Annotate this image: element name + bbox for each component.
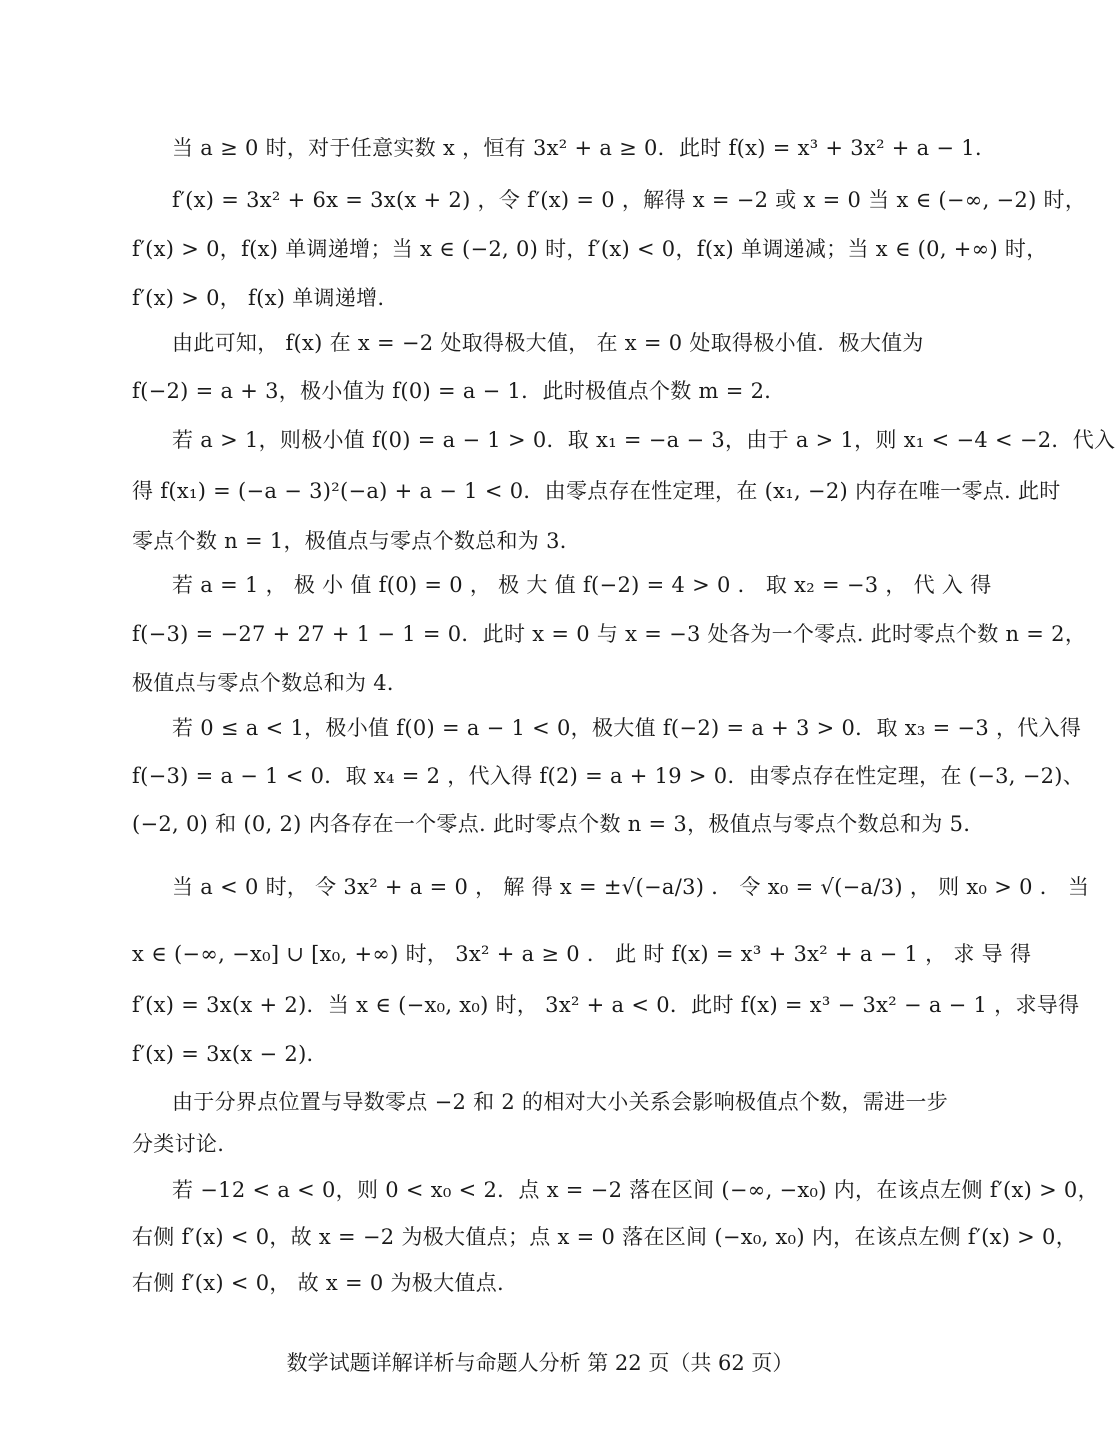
text-line: (−2, 0) 和 (0, 2) 内各存在一个零点. 此时零点个数 n = 3，极值点与零点个数总和为 5． (132, 812, 985, 836)
text-line: f(−3) = a − 1 < 0．取 x₄ = 2 ，代入得 f(2) = a + 19 > 0．由零点存在性定理，在 (−3, −2)、 (132, 764, 1085, 788)
text-line: 零点个数 n = 1，极值点与零点个数总和为 3． (132, 529, 582, 553)
text-line: f′(x) = 3x(x − 2)． (132, 1042, 328, 1066)
text-line: 由于分界点位置与导数零点 −2 和 2 的相对大小关系会影响极值点个数，需进一步 (172, 1090, 949, 1114)
text-line: f′(x) > 0，f(x) 单调递增；当 x ∈ (−2, 0) 时，f′(x) < 0，f(x) 单调递减；当 x ∈ (0, +∞) 时， (132, 237, 1048, 261)
text-line: 由此可知， f(x) 在 x = −2 处取得极大值， 在 x = 0 处取得极小值．极大值为 (172, 331, 924, 355)
page-footer: 数学试题详解详析与命题人分析 第 22 页（共 62 页） (286, 1351, 794, 1375)
text-line: 得 f(x₁) = (−a − 3)²(−a) + a − 1 < 0．由零点存在性定理，在 (x₁, −2) 内存在唯一零点. 此时 (132, 479, 1061, 503)
text-line: f′(x) = 3x² + 6x = 3x(x + 2) ，令 f′(x) = 0 ，解得 x = −2 或 x = 0 当 x ∈ (−∞, −2) 时， (172, 188, 1087, 212)
text-line: 若 a = 1 ， 极 小 值 f(0) = 0 ， 极 大 值 f(−2) = 4 > 0 ． 取 x₂ = −3 ， 代 入 得 (172, 573, 992, 597)
text-line: 若 −12 < a < 0，则 0 < x₀ < 2．点 x = −2 落在区间 (−∞, −x₀) 内，在该点左侧 f′(x) > 0， (172, 1178, 1099, 1202)
text-line: f′(x) = 3x(x + 2)．当 x ∈ (−x₀, x₀) 时， 3x² + a < 0．此时 f(x) = x³ − 3x² − a − 1 ，求导得 (132, 993, 1080, 1017)
text-line: 当 a < 0 时， 令 3x² + a = 0 ， 解 得 x = ±√(−a/3) ． 令 x₀ = √(−a/3) ， 则 x₀ > 0 ． 当 (172, 875, 1090, 899)
text-line: 分类讨论. (132, 1132, 225, 1156)
text-line: f(−3) = −27 + 27 + 1 − 1 = 0．此时 x = 0 与 x = −3 处各为一个零点. 此时零点个数 n = 2， (132, 622, 1087, 646)
text-line: 当 a ≥ 0 时，对于任意实数 x ，恒有 3x² + a ≥ 0．此时 f(x) = x³ + 3x² + a − 1． (172, 136, 997, 160)
text-line: 若 0 ≤ a < 1，极小值 f(0) = a − 1 < 0，极大值 f(−2) = a + 3 > 0．取 x₃ = −3 ，代入得 (172, 716, 1082, 740)
text-line: 极值点与零点个数总和为 4． (132, 671, 409, 695)
text-line: 若 a > 1，则极小值 f(0) = a − 1 > 0．取 x₁ = −a − 3，由于 a > 1，则 x₁ < −4 < −2．代入 (172, 428, 1115, 452)
text-line: f′(x) > 0， f(x) 单调递增. (132, 286, 385, 310)
text-line: 右侧 f′(x) < 0，故 x = −2 为极大值点；点 x = 0 落在区间 (−x₀, x₀) 内，在该点左侧 f′(x) > 0， (132, 1225, 1078, 1249)
text-line: x ∈ (−∞, −x₀] ∪ [x₀, +∞) 时， 3x² + a ≥ 0 ． 此 时 f(x) = x³ + 3x² + a − 1 ， 求 导 得 (132, 942, 1032, 966)
text-line: f(−2) = a + 3，极小值为 f(0) = a − 1．此时极值点个数 m = 2． (132, 379, 786, 403)
text-line: 右侧 f′(x) < 0， 故 x = 0 为极大值点. (132, 1271, 505, 1295)
